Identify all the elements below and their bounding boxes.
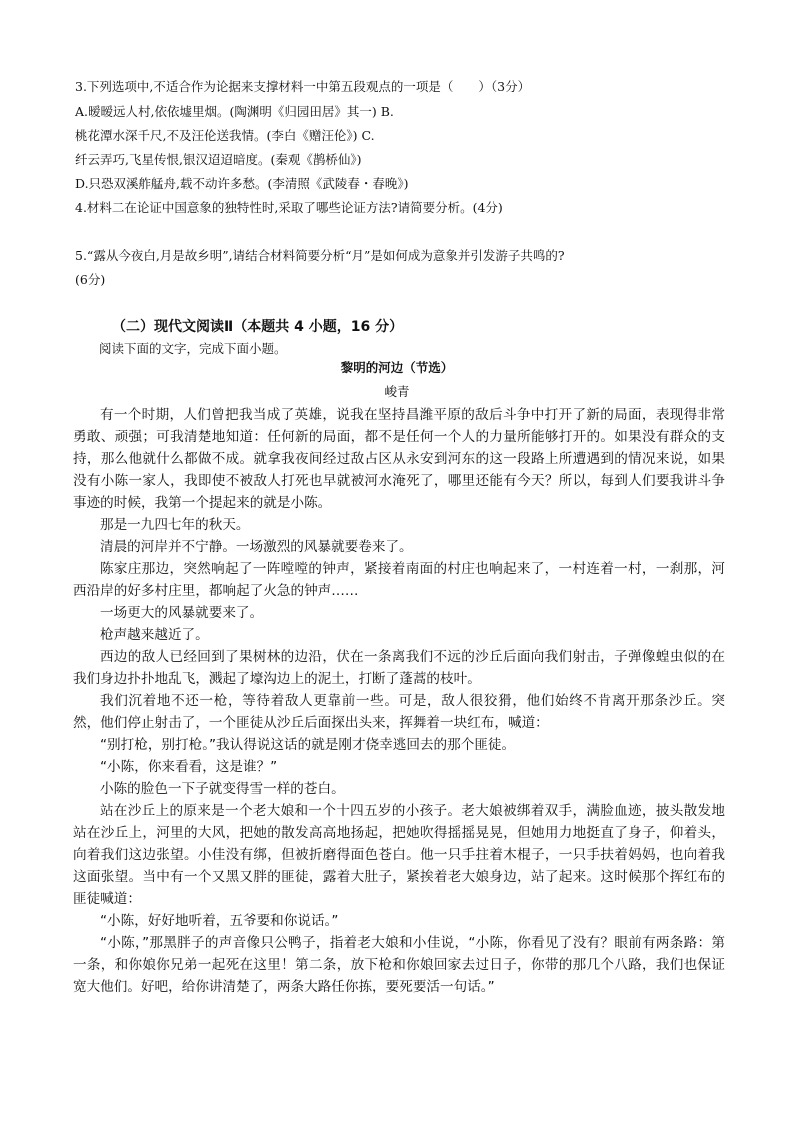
question-3-option-line: A.暧暧远人村,依依墟里烟。(陶渊明《归园田居》其一) B. xyxy=(75,104,394,119)
question-5: 5.“露从今夜白,月是故乡明”,请结合材料简要分析“月”是如何成为意象并引发游子共鸣的? xyxy=(75,248,565,263)
paragraph: 有一个时期，人们曾把我当成了英雄，说我在坚持昌潍平原的敌后斗争中打开了新的局面，表现得非常勇敢、顽强；可我清楚地知道：任何新的局面，都不是任何一个人的力量所能够打开的。如果没有群众的支持，那么他就什么都做不成。就拿我夜间经过敌占区从永安到河东的这一段路上所遭遇到的情况来说，如果没有小陈一家人，我即使不被敌人打死也早就被河水淹死了，哪里还能有今天？所以，每到人们要我讲斗争事迹的时候，我第一个提起来的就是小陈。 xyxy=(73,407,725,511)
paragraph: 清晨的河岸并不宁静。一场激烈的风暴就要卷来了。 xyxy=(100,539,413,555)
section-heading: （二）现代文阅读Ⅱ（本题共 4 小题，16 分） xyxy=(112,319,404,335)
paragraph: 那是一九四七年的秋天。 xyxy=(100,517,250,533)
paragraph: 西边的敌人已经回到了果树林的边沿，伏在一条离我们不远的沙丘后面向我们射击，子弹像蝗虫似的在我们身边扑扑地乱飞，溅起了壕沟边上的泥土，打断了蓬蒿的枝叶。 xyxy=(73,649,725,687)
question-3-option-d: D.只恐双溪舴艋舟,载不动许多愁。(李清照《武陵春・春晚》) xyxy=(75,176,409,191)
paragraph: 一场更大的风暴就要来了。 xyxy=(100,605,264,621)
question-3-stem: 3.下列选项中,不适合作为论据来支撑材料一中第五段观点的一项是（ ）（3分） xyxy=(75,79,531,94)
paragraph: 枪声越来越近了。 xyxy=(100,627,209,643)
paragraph: “小陈，”那黑胖子的声音像只公鸭子，指着老大娘和小佳说，“小陈，你看见了没有？眼前有两条路：第一条，和你娘你兄弟一起死在这里！第二条，放下枪和你娘回家去过日子，你带的那几个八路，我们也保证宽大他们。好吧，给你讲清楚了，两条大路任你拣，要死要活一句话。” xyxy=(73,935,725,995)
paragraph: “小陈，好好地听着，五爷要和你说话。” xyxy=(100,913,339,929)
paragraph: “小陈，你来看看，这是谁？” xyxy=(100,759,278,775)
question-4: 4.材料二在论证中国意象的独特性时,采取了哪些论证方法?请简要分析。(4分) xyxy=(75,200,503,215)
passage-title: 黎明的河边（节选） xyxy=(340,360,454,375)
paragraph: “别打枪，别打枪。”我认得说这话的就是刚才侥幸逃回去的那个匪徒。 xyxy=(100,737,516,753)
question-5-score: (6分) xyxy=(75,272,106,287)
reading-instruction: 阅读下面的文字，完成下面小题。 xyxy=(99,341,287,356)
passage-body xyxy=(73,404,725,998)
paragraph: 小陈的脸色一下子就变得雪一样的苍白。 xyxy=(100,781,345,797)
paragraph: 站在沙丘上的原来是一个老大娘和一个十四五岁的小孩子。老大娘被绑着双手，满脸血迹，披头散发地站在沙丘上，河里的大风，把她的散发高高地扬起，把她吹得摇摇晃晃，但她用力地挺直了身子，仰着头，向着我们这边张望。小佳没有绑，但被折磨得面色苍白。他一只手拄着木棍子，一只手扶着妈妈，也向着我这面张望。当中有一个又黑又胖的匪徒，露着大肚子，紧挨着老大娘身边，站了起来。这时候那个挥红布的匪徒喊道： xyxy=(73,803,725,907)
question-3-option-line: 桃花潭水深千尺,不及汪伦送我情。(李白《赠汪伦》) C. xyxy=(75,128,375,143)
question-3-option-line: 纤云弄巧,飞星传恨,银汉迢迢暗度。(秦观《鹊桥仙》) xyxy=(75,152,362,167)
paragraph: 我们沉着地不还一枪，等待着敌人更靠前一些。可是，敌人很狡猾，他们始终不肯离开那条沙丘。突然，他们停止射击了，一个匪徒从沙丘后面探出头来，挥舞着一块红布，喊道： xyxy=(73,693,725,731)
passage-author: 峻青 xyxy=(384,384,410,399)
paragraph: 陈家庄那边，突然响起了一阵嘡嘡的钟声，紧接着南面的村庄也响起来了，一村连着一村，一刹那，河西沿岸的好多村庄里，都响起了火急的钟声…… xyxy=(73,561,725,599)
